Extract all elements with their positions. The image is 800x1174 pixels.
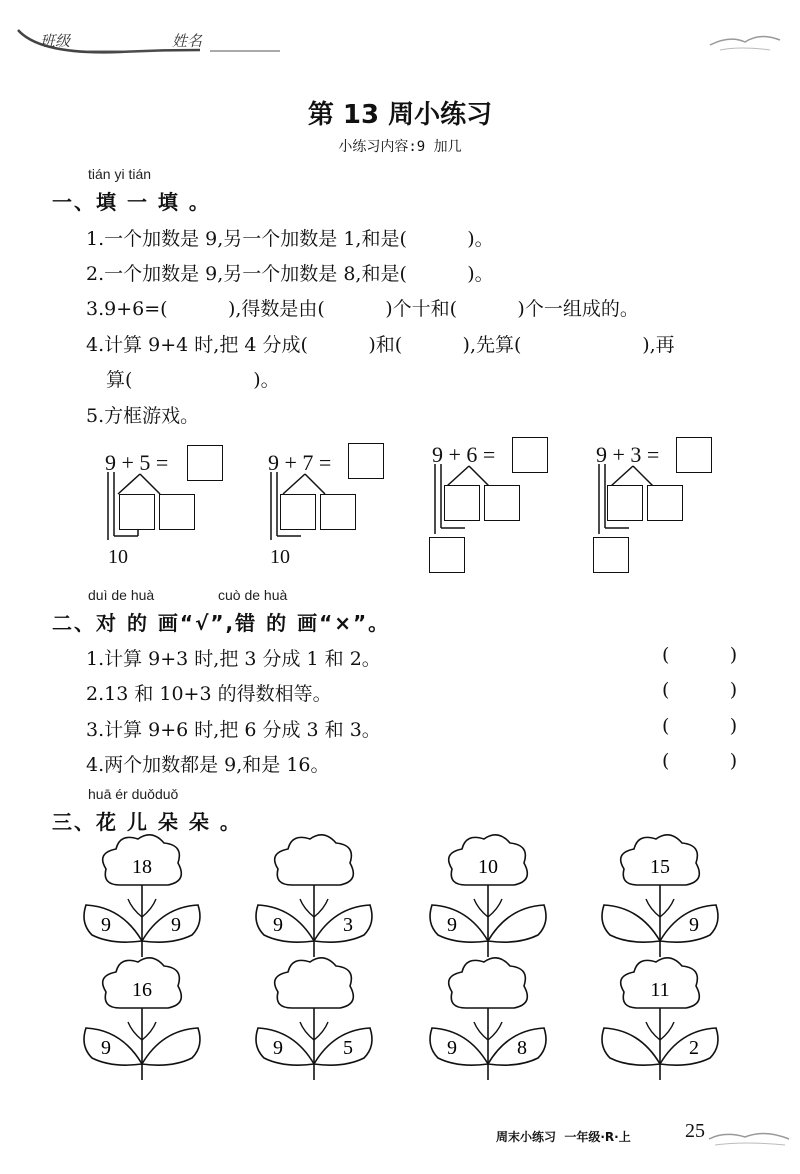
box-game-2-ten: 10	[270, 546, 290, 568]
flower-5-left-leaf[interactable]	[84, 1028, 142, 1065]
s1-question-2: 2.一个加数是 9,另一个加数是 8,和是( )。	[86, 263, 494, 285]
s1-question-4: 4.计算 9+4 时,把 4 分成( )和( ),先算( ),再	[86, 334, 675, 356]
flower-1-left-value: 9	[101, 914, 111, 936]
flower-1	[84, 835, 200, 957]
page-title: 第 13 周小练习	[307, 100, 493, 130]
flower-5-twig-left	[128, 1022, 142, 1040]
section2-pinyin-left: duì de huà	[88, 587, 155, 603]
flower-6-head[interactable]	[275, 958, 354, 1008]
s1-question-4-cont: 算( )。	[106, 369, 280, 391]
section3-pinyin: huā ér duǒduǒ	[88, 786, 179, 802]
s1-question-3: 3.9+6=( ),得数是由( )个十和( )个一组成的。	[86, 298, 639, 320]
flower-1-right-value: 9	[171, 914, 181, 936]
footer-decoration	[705, 1125, 795, 1155]
section1-pinyin: tián yi tián	[88, 166, 152, 182]
flower-7-right-value: 8	[517, 1037, 527, 1059]
section3-heading: 三、花 儿 朵 朵 。	[52, 810, 242, 834]
section1-heading: 一、填 一 填 。	[52, 190, 211, 214]
s2-answer-2[interactable]: ( )	[662, 679, 738, 701]
flower-8-top-value: 11	[650, 979, 670, 1001]
flower-6-twig-left	[300, 1022, 314, 1040]
flower-6-twig-right	[314, 1022, 328, 1040]
flower-5-top-value: 16	[132, 979, 152, 1001]
box-game-1-expr: 9 + 5 =	[105, 450, 169, 475]
flower-8-twig-right	[660, 1022, 674, 1040]
flower-4-twig-right	[660, 899, 674, 917]
flower-6-right-value: 5	[343, 1037, 353, 1059]
flower-4	[602, 835, 718, 957]
flower-8-twig-left	[646, 1022, 660, 1040]
header-name-label: 姓名	[172, 32, 203, 50]
flower-6-left-value: 9	[273, 1037, 283, 1059]
s1-question-1: 1.一个加数是 9,另一个加数是 1,和是( )。	[86, 228, 494, 250]
page-number: 25	[685, 1120, 705, 1142]
section2-heading: 二、对 的 画“√”,错 的 画“×”。	[52, 611, 391, 635]
flower-4-left-leaf[interactable]	[602, 905, 660, 942]
s2-answer-1[interactable]: ( )	[662, 644, 738, 666]
flower-3-top-value: 10	[478, 856, 498, 878]
flower-2-left-leaf[interactable]	[256, 905, 314, 942]
flower-3-twig-left	[474, 899, 488, 917]
flower-1-left-leaf[interactable]	[84, 905, 142, 942]
s2-question-4: 4.两个加数都是 9,和是 16。	[86, 754, 330, 776]
s1-question-5: 5.方框游戏。	[86, 405, 200, 427]
flower-8-right-value: 2	[689, 1037, 699, 1059]
header-class-label: 班级	[40, 32, 71, 50]
flower-4-top-value: 15	[650, 856, 670, 878]
s2-question-3: 3.计算 9+6 时,把 6 分成 3 和 3。	[86, 719, 381, 741]
box-game-2-expr: 9 + 7 =	[268, 450, 332, 475]
flower-7-twig-left	[474, 1022, 488, 1040]
flower-6-left-leaf[interactable]	[256, 1028, 314, 1065]
flower-3	[430, 835, 546, 957]
flower-1-twig-right	[142, 899, 156, 917]
flower-2-twig-right	[314, 899, 328, 917]
box-game-1-ten: 10	[108, 546, 128, 568]
flower-2-left-value: 9	[273, 914, 283, 936]
flower-7-head[interactable]	[449, 958, 528, 1008]
flower-3-twig-right	[488, 899, 502, 917]
flower-8-left-leaf[interactable]	[602, 1028, 660, 1065]
flower-2-head[interactable]	[275, 835, 354, 885]
flower-8	[602, 958, 718, 1080]
flower-3-left-value: 9	[447, 914, 457, 936]
flower-4-twig-left	[646, 899, 660, 917]
section2-pinyin-right: cuò de huà	[218, 587, 288, 603]
flower-7-twig-right	[488, 1022, 502, 1040]
flower-5-left-value: 9	[101, 1037, 111, 1059]
box-game-4-expr: 9 + 3 =	[596, 442, 660, 467]
footer-text: 周末小练习 一年级·R·上	[496, 1130, 631, 1144]
flower-1-twig-left	[128, 899, 142, 917]
s2-answer-4[interactable]: ( )	[662, 750, 738, 772]
box-game-3-expr: 9 + 6 =	[432, 442, 496, 467]
flower-1-top-value: 18	[132, 856, 152, 878]
flower-3-right-leaf[interactable]	[488, 905, 546, 942]
flower-5-right-leaf[interactable]	[142, 1028, 200, 1065]
flower-5	[84, 958, 200, 1080]
s2-question-2: 2.13 和 10+3 的得数相等。	[86, 683, 332, 705]
flower-6	[256, 958, 372, 1080]
s2-question-1: 1.计算 9+3 时,把 3 分成 1 和 2。	[86, 648, 381, 670]
flower-7-left-value: 9	[447, 1037, 457, 1059]
flower-7-left-leaf[interactable]	[430, 1028, 488, 1065]
flower-3-left-leaf[interactable]	[430, 905, 488, 942]
flower-7	[430, 958, 546, 1080]
flower-2-twig-left	[300, 899, 314, 917]
s2-answer-3[interactable]: ( )	[662, 715, 738, 737]
page-subtitle: 小练习内容:9 加几	[338, 139, 462, 155]
flower-2	[256, 835, 372, 957]
flower-2-right-value: 3	[343, 914, 353, 936]
flower-5-twig-right	[142, 1022, 156, 1040]
flower-4-right-value: 9	[689, 914, 699, 936]
